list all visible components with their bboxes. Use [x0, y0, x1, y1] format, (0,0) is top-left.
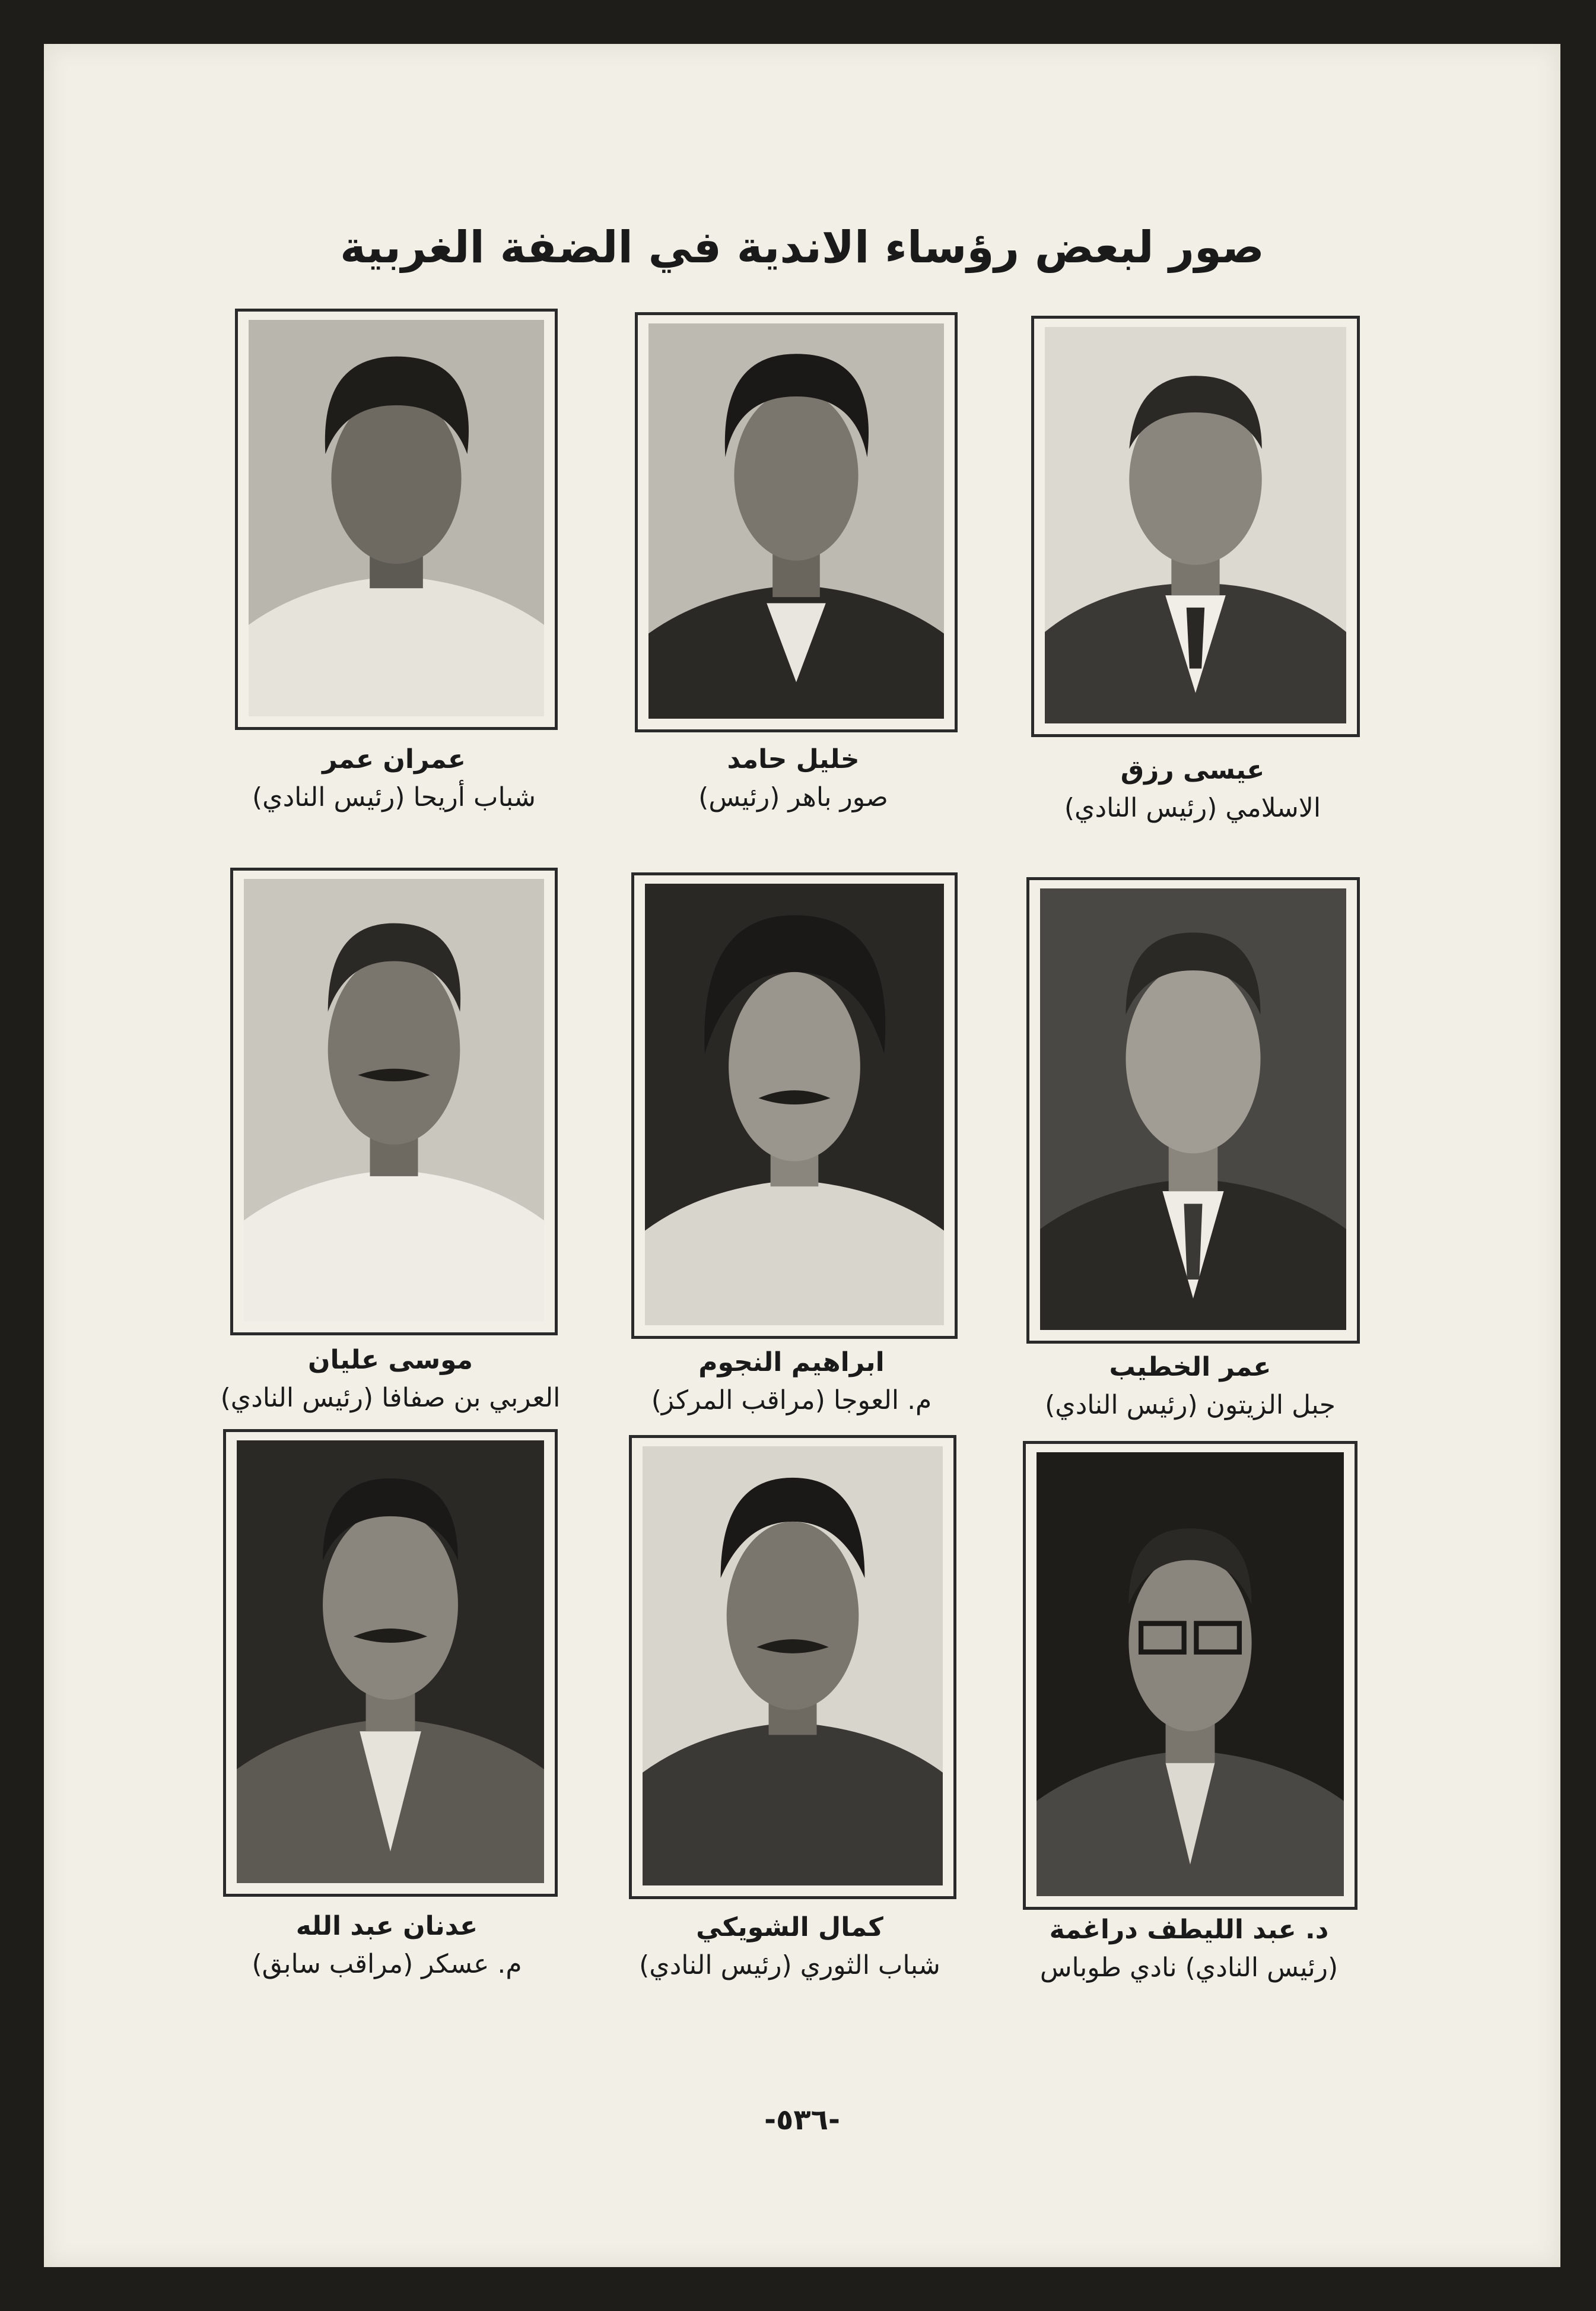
portrait-frame	[223, 1429, 558, 1897]
portrait-caption	[206, 1341, 574, 1417]
person-name: عدنان عبد الله	[295, 1911, 478, 1941]
portrait-photo	[643, 1446, 943, 1885]
portrait-caption	[999, 1911, 1379, 1987]
portrait-frame	[1031, 316, 1360, 737]
person-name: كمال الشويكي	[696, 1912, 883, 1942]
page-number: -٥٣٦-	[764, 2103, 840, 2137]
portrait-photo	[1037, 1452, 1344, 1896]
person-role: الاسلامي (رئيس النادي)	[1064, 793, 1321, 823]
portrait-frame	[631, 872, 958, 1339]
person-name: موسى عليان	[308, 1345, 473, 1375]
person-role: شباب أريحا (رئيس النادي)	[252, 782, 536, 812]
person-role: شباب الثوري (رئيس النادي)	[639, 1950, 940, 1980]
portrait-photo	[244, 879, 544, 1322]
person-name: عمران عمر	[322, 744, 466, 774]
person-role: م. عسكر (مراقب سابق)	[252, 1949, 522, 1979]
portrait-caption	[1012, 1348, 1368, 1424]
person-name: د. عبد الليطف دراغمة	[1049, 1915, 1329, 1945]
person-name: عمر الخطيب	[1109, 1352, 1271, 1382]
person-name: ابراهيم النجوم	[698, 1347, 885, 1377]
person-role: صور باهر (رئيس)	[698, 782, 888, 812]
portrait-photo	[237, 1440, 544, 1883]
person-name: عيسى رزق	[1120, 755, 1265, 785]
portrait-photo	[1040, 888, 1346, 1330]
portrait-photo	[648, 323, 944, 719]
portrait-caption	[1015, 751, 1371, 827]
portrait-frame	[1023, 1441, 1357, 1910]
person-role: (رئيس النادي) نادي طوباس	[1039, 1953, 1339, 1983]
portrait-photo	[249, 320, 544, 716]
portrait-caption	[613, 1344, 969, 1420]
portrait-frame	[635, 312, 958, 732]
person-role: العربي بن صفافا (رئيس النادي)	[220, 1383, 561, 1413]
portrait-caption	[209, 1907, 565, 1983]
portrait-frame	[629, 1435, 956, 1899]
portrait-frame	[230, 868, 558, 1335]
portrait-caption	[612, 1909, 968, 1985]
document-page	[44, 44, 1560, 2267]
portrait-photo	[1045, 327, 1346, 723]
page-title: صور لبعض رؤساء الاندية في الضفة الغربية	[340, 222, 1264, 273]
person-name: خليل حامد	[727, 744, 860, 774]
portrait-photo	[645, 884, 944, 1325]
portrait-caption	[615, 741, 971, 817]
portrait-caption	[216, 741, 572, 817]
person-role: جبل الزيتون (رئيس النادي)	[1045, 1390, 1336, 1420]
person-role: م. العوجا (مراقب المركز)	[651, 1385, 932, 1415]
portrait-frame	[1026, 877, 1360, 1344]
portrait-frame	[235, 309, 558, 730]
